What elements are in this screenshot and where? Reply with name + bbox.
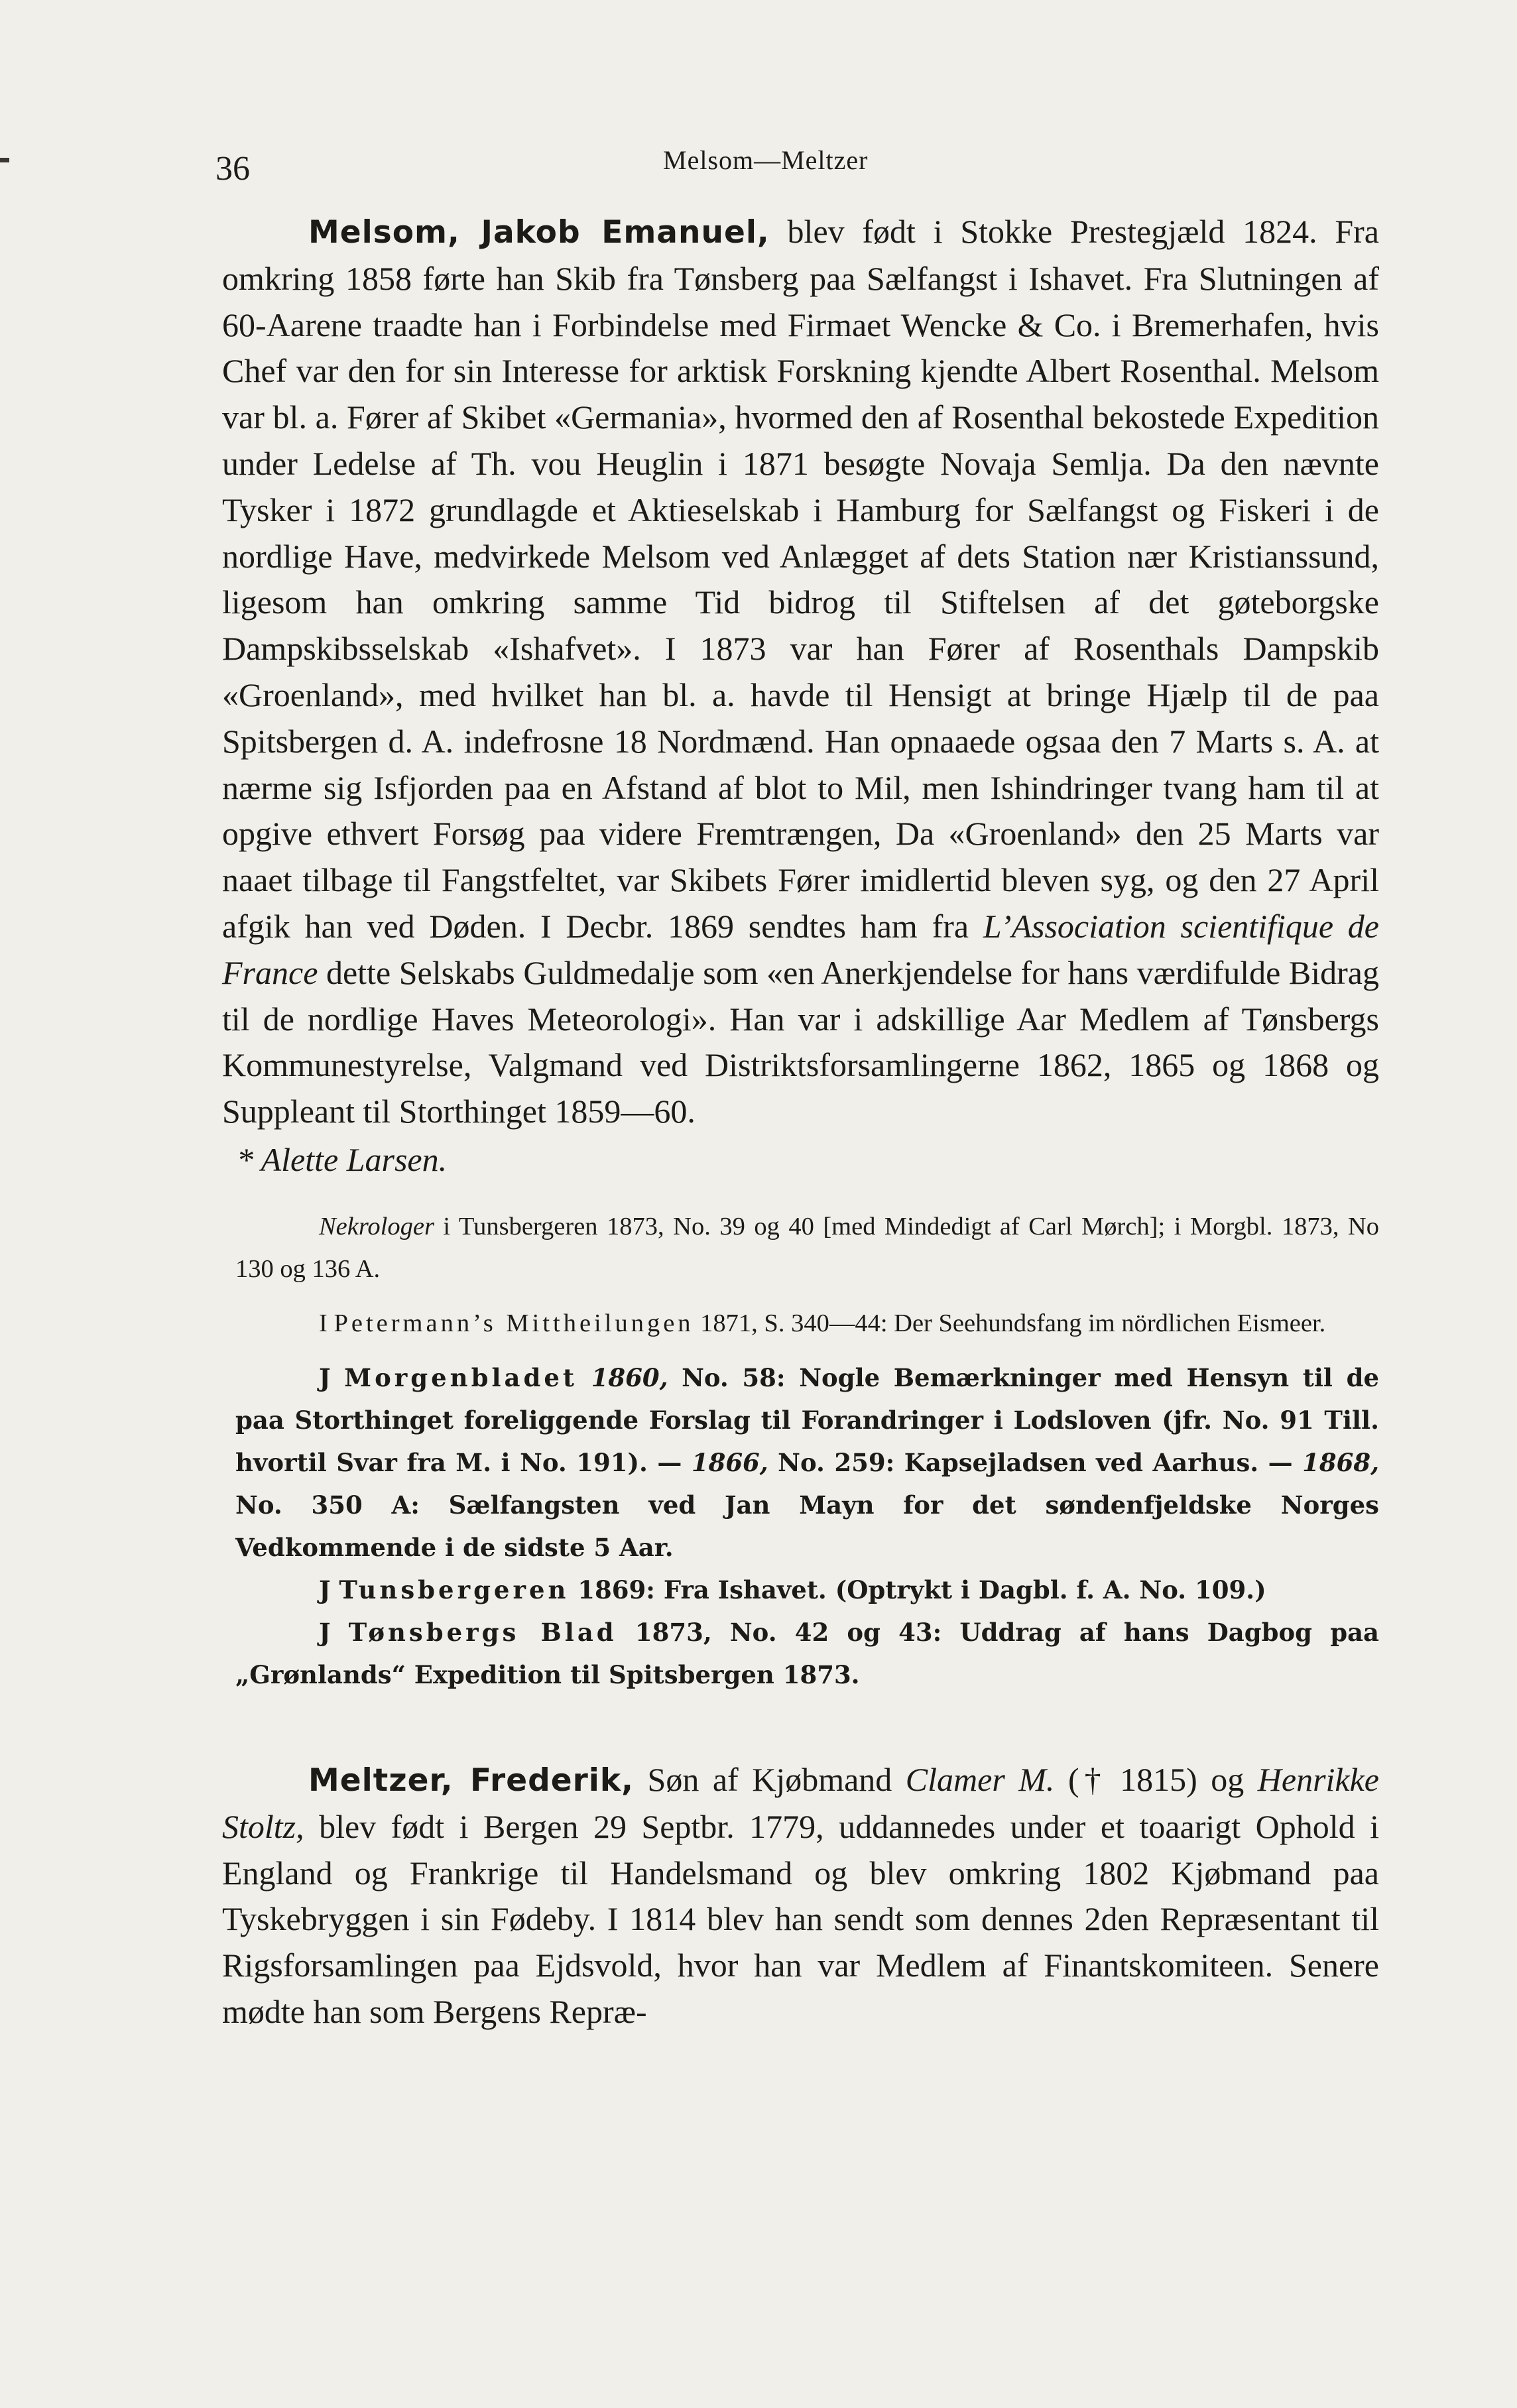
page-content bbox=[222, 209, 1379, 2035]
entry-melsom bbox=[222, 209, 1379, 1696]
source-text: 1869: Fra Ishavet. (Optrykt i Dagbl. f. A. No. 109.) bbox=[569, 1575, 1266, 1604]
entry-separator bbox=[222, 1696, 1379, 1757]
source-title: Morgenbladet bbox=[344, 1362, 577, 1392]
entry-meltzer bbox=[222, 1757, 1379, 2035]
source-text: 1871, S. 340—44: Der Seehundsfang im nördlichen Eismeer. bbox=[694, 1309, 1326, 1337]
source-year: 1866, bbox=[691, 1447, 768, 1477]
source-item bbox=[235, 1611, 1379, 1696]
source-text: No. 350 A: Sælfangsten ved Jan Mayn for det søndenfjeldske Norges Vedkommende i de sidste 5 Aar. bbox=[235, 1490, 1379, 1562]
source-prefix: J bbox=[319, 1617, 349, 1647]
author-signature: * Alette Larsen. bbox=[237, 1140, 448, 1178]
entry-text bbox=[222, 209, 1379, 1135]
page-number: 36 bbox=[215, 150, 250, 188]
source-text: No. 58: Nogle Bemærkninger med Hensyn til de paa Storthinget foreliggende Forslag til Forandringer i Lodsloven (jfr. No. 91 Till. hvortil Svar fra M. i No. 191). — bbox=[235, 1362, 1379, 1477]
entry-body-continued: dette Selskabs Guldmedalje som «en Anerkjendelse for hans værdifulde Bidrag til de nordlige Haves Meteorologi». Han var i adskillige Aar Medlem af Tønsbergs Kommunestyrelse, Valgmand ved Distriktsforsamlingerne 1862, 1865 og 1868 og Suppleant til Storthinget 1859—60. bbox=[222, 953, 1379, 1130]
mother-name: Henrikke Stoltz, bbox=[222, 1760, 1379, 1845]
entry-body: Søn af Kjøbmand bbox=[634, 1760, 906, 1798]
source-year: 1868, bbox=[1302, 1447, 1379, 1477]
source-title: Petermann’s Mittheilungen bbox=[334, 1309, 694, 1337]
running-head: Melsom—Meltzer bbox=[663, 145, 869, 175]
source-title: Tunsbergeren bbox=[339, 1575, 570, 1604]
source-title: Tønsbergs Blad bbox=[348, 1617, 617, 1647]
source-item bbox=[235, 1569, 1379, 1611]
source-year: 1860, bbox=[577, 1362, 668, 1392]
source-prefix: J bbox=[319, 1575, 339, 1604]
entry-body: blev født i Stokke Prestegjæld 1824. Fra omkring 1858 førte han Skib fra Tønsberg paa Sælfangst i Ishavet. Fra Slutningen af 60-Aarene traadte han i Forbindelse med Firmaet Wencke & Co. i Bremerhafen, hvis Chef var den for sin Interesse for arktisk Forskning kjendte Albert Rosenthal. Melsom var bl. a. Fører af Skibet «Germania», hvormed den af Rosenthal bekostede Expedition under Ledelse af Th. vou Heuglin i 1871 besøgte Novaja Semlja. Da den nævnte Tysker i 1872 grundlagde et Aktieselskab i Hamburg for Sælfangst og Fiskeri i de nordlige Have, medvirkede Melsom ved Anlægget af dets Station nær Kristianssund, ligesom han omkring samme Tid bidrog til Stiftelsen af det gøteborgske Dampskibsselskab «Ishafvet». I 1873 var han Fører af Rosenthals Dampskib «Groenland», med hvilket han bl. a. havde til Hensigt at bringe Hjælp til de paa Spitsbergen d. A. indefrosne 18 Nordmænd. Han opnaaede ogsaa den 7 Marts s. A. at nærme sig Isfjorden paa en Afstand af blot to Mil, men Ishindringer tvang ham til at opgive ethvert Forsøg paa videre Fremtrængen, Da «Groenland» den 25 Marts var naaet tilbage til Fangstfeltet, var Skibets Fører imidlertid bleven syg, og den 27 April afgik han ved Døden. I Decbr. 1869 sendtes ham fra bbox=[222, 213, 1380, 945]
source-prefix: I bbox=[319, 1309, 334, 1337]
entry-headword: Meltzer, Frederik, bbox=[308, 1762, 635, 1799]
page-header bbox=[0, 139, 1517, 199]
source-list bbox=[235, 1205, 1379, 1696]
source-item bbox=[235, 1302, 1379, 1345]
father-name: Clamer M. bbox=[905, 1760, 1055, 1798]
source-text: i Tunsbergeren 1873, No. 39 og 40 [med Mindedigt af Carl Mørch]; i Morgbl. 1873, No 130 og 136 A. bbox=[235, 1212, 1379, 1283]
entry-body-continued: blev født i Bergen 29 Septbr. 1779, uddannedes under et toaarigt Ophold i England og Frankrige til Handelsmand og blev omkring 1802 Kjøbmand paa Tyskebryggen i sin Fødeby. I 1814 blev han sendt som dennes 2den Repræsentant til Rigsforsamlingen paa Ejdsvold, hvor han var Medlem af Finantskomiteen. Senere mødte han som Bergens Repræ- bbox=[222, 1807, 1379, 2030]
entry-headword: Melsom, Jakob Emanuel, bbox=[308, 214, 770, 251]
source-text: No. 259: Kapsejladsen ved Aarhus. — bbox=[768, 1447, 1303, 1477]
source-label: Nekrologer bbox=[319, 1212, 434, 1240]
entry-text bbox=[222, 1757, 1379, 2035]
source-prefix: J bbox=[319, 1362, 345, 1392]
society-name: L’Association scientifique de France bbox=[222, 907, 1379, 991]
entry-body: († 1815) og bbox=[1054, 1760, 1258, 1798]
source-item bbox=[235, 1205, 1379, 1290]
source-item bbox=[235, 1356, 1379, 1569]
source-text: 1873, No. 42 og 43: Uddrag af hans Dagbog paa „Grønlands“ Expedition til Spitsbergen 1873. bbox=[235, 1617, 1380, 1689]
